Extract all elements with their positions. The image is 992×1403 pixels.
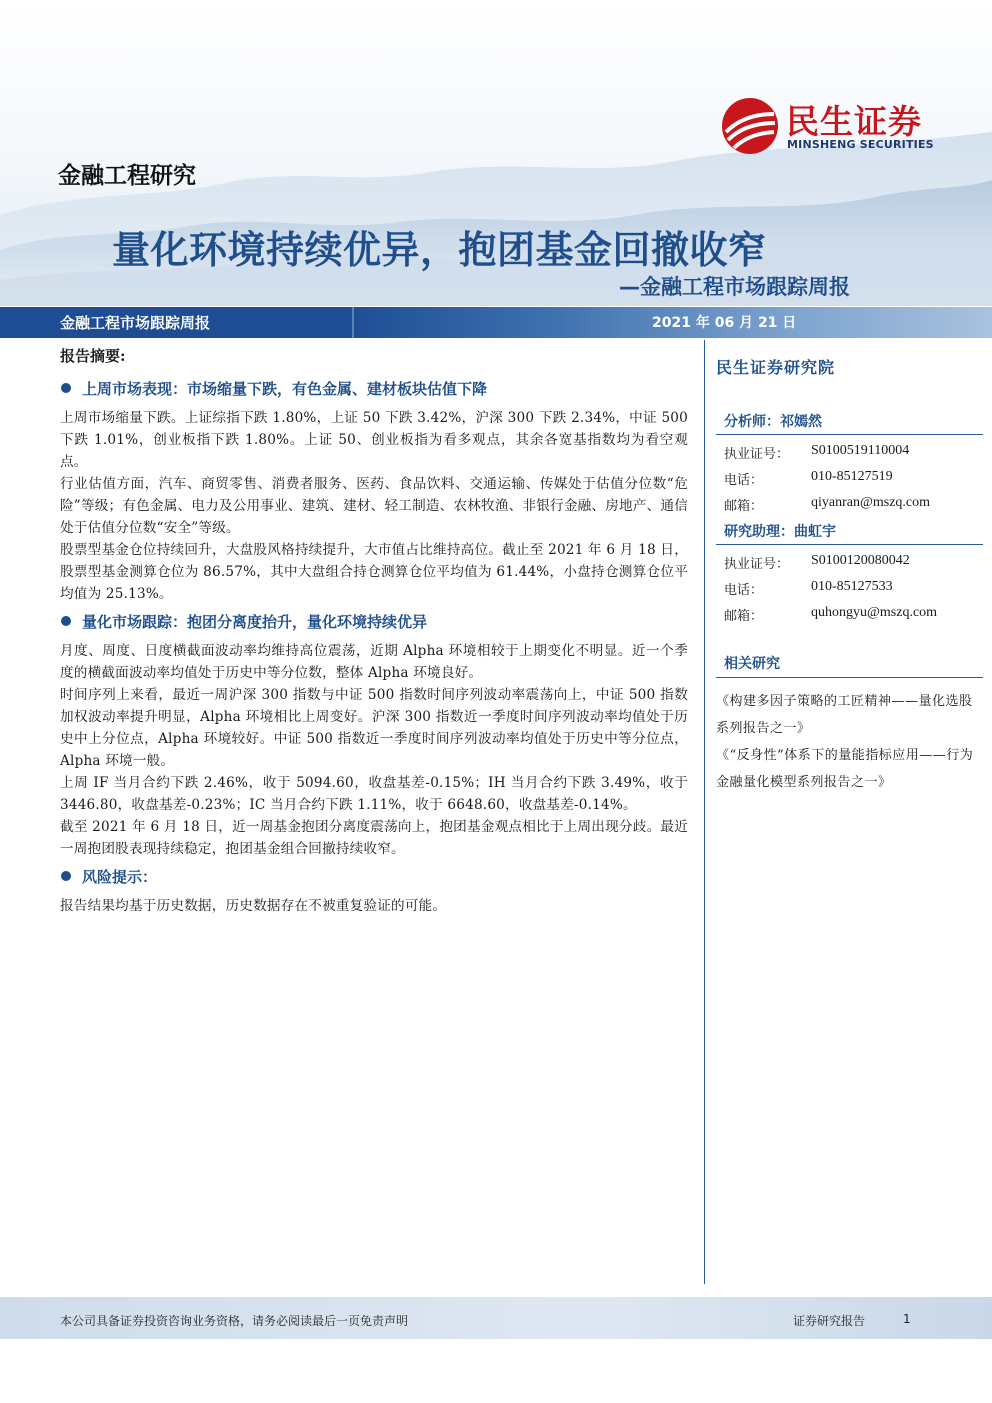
paragraph: 报告结果均基于历史数据，历史数据存在不被重复验证的可能。 [60,898,447,914]
info-label: 邮箱： [724,609,764,624]
brand-name-cn: 民生证券 [786,102,922,141]
report-date: 2021 年 06 月 21 日 [652,315,797,331]
related-research-heading: 相关研究 [716,650,983,678]
column-divider [704,340,705,1284]
report-title: 量化环境持续优异，抱团基金回撤收窄 [112,228,767,272]
section-heading-market [60,378,688,399]
brand-logo [720,96,960,156]
section-heading-quant [60,611,688,632]
info-value: 010-85127519 [811,469,893,484]
related-report-link[interactable]: 《构建多因子策略的工匠精神——量化选股系列报告之一》 [716,694,973,736]
bullet-icon [61,383,71,393]
summary-column [60,345,688,917]
email-link[interactable]: quhongyu@mszq.com [811,605,938,620]
section-heading-text: 量化市场跟踪：抱团分离度抬升，量化环境持续优异 [82,613,428,631]
info-label: 电话： [724,583,764,598]
info-row [716,576,983,602]
info-row [716,440,983,466]
report-subtitle: —金融工程市场跟踪周报 [619,275,850,299]
footer-disclaimer: 本公司具备证券投资咨询业务资格，请务必阅读最后一页免责声明 [60,1314,409,1328]
info-label: 执业证号： [724,557,790,572]
page-footer [0,1297,992,1339]
paragraph: 截至 2021 年 6 月 18 日，近一周基金抱团分离度震荡向上，抱团基金观点相比于上周出现分歧。最近一周抱团股表现持续稳定，抱团基金组合回撤持续收窄。 [60,819,688,857]
brand-name-en: MINSHENG SECURITIES [787,138,934,151]
info-value: 010-85127533 [811,579,893,594]
bullet-icon [61,616,71,626]
title-band [0,307,992,338]
paragraph: 时间序列上来看，最近一周沪深 300 指数与中证 500 指数时间序列波动率震荡向上，中证 500 指数加权波动率提升明显，Alpha 环境相比上周变好。沪深 300 指数近一季度时间序列波动率均值处于历史中上分位点，Alpha 环境较好。中证 500 指数近一季度时间序列波动率均值处于历史中等分位点，Alpha 环境一般。 [60,687,688,769]
page-number: 1 [903,1312,911,1326]
paragraph: 上周 IF 当月合约下跌 2.46%，收于 5094.60，收盘基差-0.15%；IH 当月合约下跌 3.49%，收于 3446.80，收盘基差-0.23%；IC 当月合约下跌 1.11%，收于 6648.60，收盘基差-0.14%。 [60,775,688,813]
report-category: 金融工程研究 [58,163,196,189]
info-label: 执业证号： [724,447,790,462]
paragraph: 月度、周度、日度横截面波动率均维持高位震荡，近期 Alpha 环境相较于上期变化不明显。近一个季度的横截面波动率均值处于历史中等分位数，整体 Alpha 环境良好。 [60,643,688,681]
bullet-icon [61,871,71,881]
sidebar [716,355,983,796]
paragraph: 上周市场缩量下跌。上证综指下跌 1.80%，上证 50 下跌 3.42%，沪深 300 下跌 2.34%，中证 500 下跌 1.01%，创业板指下跌 1.80%。上证 50、创业板指为看多观点，其余各宽基指数均为看空观点。 [60,410,688,470]
info-label: 电话： [724,473,764,488]
footer-doc-type: 证券研究报告 [793,1314,866,1328]
info-value: S0100519110004 [811,443,910,458]
assistant-heading: 研究助理：曲虹宇 [716,518,983,545]
hero-banner [0,0,992,306]
related-report-link[interactable]: 《“反身性”体系下的量能指标应用——行为金融量化模型系列报告之一》 [716,748,974,790]
paragraph: 行业估值方面，汽车、商贸零售、消费者服务、医药、食品饮料、交通运输、传媒处于估值分位数“危险”等级；有色金属、电力及公用事业、建筑、建材、轻工制造、农林牧渔、非银行金融、房地产、通信处于估值分位数“安全”等级。 [60,476,688,536]
section-heading-text: 风险提示： [82,868,158,886]
band-divider [352,307,354,338]
institute-name: 民生证券研究院 [716,358,836,377]
paragraph: 股票型基金仓位持续回升，大盘股风格持续提升，大市值占比维持高位。截止至 2021 年 6 月 18 日，股票型基金测算仓位为 86.57%，其中大盘组合持仓测算仓位平均值为 61.44%，小盘持仓测算仓位平均值为 25.13%。 [60,542,688,602]
analyst-heading: 分析师：祁嫣然 [716,408,983,435]
summary-heading: 报告摘要: [60,347,126,365]
info-label: 邮箱： [724,499,764,514]
email-link[interactable]: qiyanran@mszq.com [811,495,931,510]
info-row [716,466,983,492]
info-row [716,550,983,576]
report-series: 金融工程市场跟踪周报 [60,314,211,332]
info-row [716,492,983,518]
section-heading-text: 上周市场表现：市场缩量下跌，有色金属、建材板块估值下降 [82,380,488,398]
section-heading-risk [60,866,688,887]
logo-emblem-icon [720,96,780,156]
info-value: S0100120080042 [811,553,910,568]
info-row [716,602,983,628]
